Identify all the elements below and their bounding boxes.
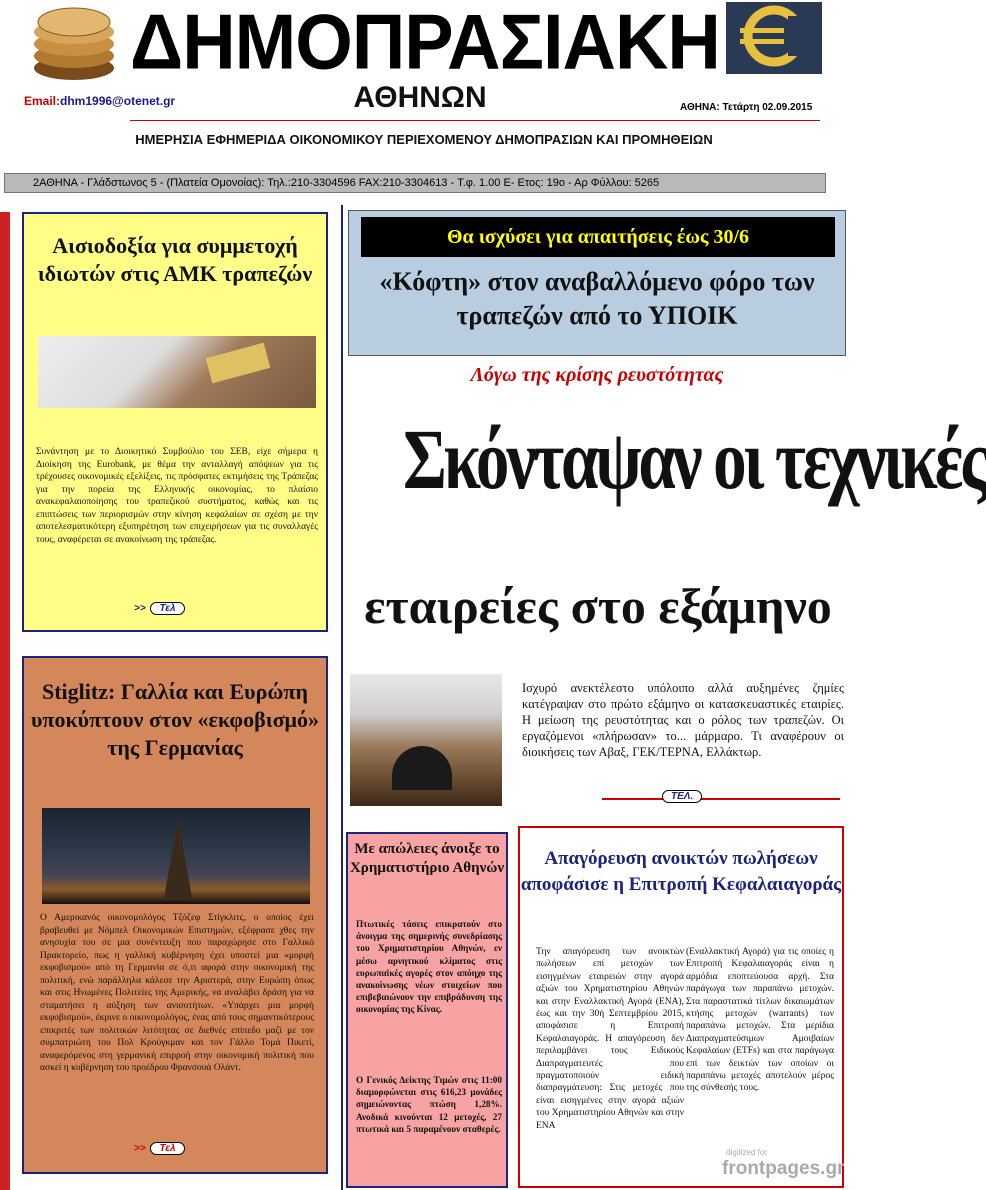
issue-date: ΑΘΗΝΑ: Τετάρτη 02.09.2015 xyxy=(680,102,813,113)
article-short-selling-ban[interactable] xyxy=(518,826,844,1188)
card-payment-photo xyxy=(38,336,316,408)
article-body: Πτωτικές τάσεις επικρατούν στο άνοιγμα της σημερινής συνεδρίασης του Χρηματιστηρίου Αθηνών, εν μέσω αρνητικού κλίματος στις ευρωπαϊκές αγορές στον απόηχο της ανακοίνωσης νέων στοιχείων που επιβεβαιώνουν την επιβράδυνση της οικονομίας της Κίνας. xyxy=(356,919,502,1015)
article-headline: Stiglitz: Γαλλία και Ευρώπη υποκύπτουν στον «εκφοβισμό» της Γερμανίας xyxy=(30,679,320,760)
main-kicker: Λόγω της κρίσης ρευστότητας xyxy=(470,364,724,386)
continue-link[interactable]: >> Τελ xyxy=(134,1142,185,1155)
masthead-tagline: ΗΜΕΡΗΣΙΑ ΕΦΗΜΕΡΙΔΑ ΟΙΚΟΝΟΜΙΚΟΥ ΠΕΡΙΕΧΟΜΕΝΟΥ ΔΗΜΟΠΡΑΣΙΩΝ ΚΑΙ ΠΡΟΜΗΘΕΙΩΝ xyxy=(135,132,713,147)
article-headline: Αισιοδοξία για συμμετοχή ιδιωτών στις ΑΜΚ τραπεζών xyxy=(37,233,313,286)
main-lead: Ισχυρό ανεκτέλεστο υπόλοιπο αλλά αυξημένες ζημίες κατέγραψαν στο πρώτο εξάμηνο οι κατασκευαστικές εταιρίες. Η μείωση της ρευστότητας και ο ρόλος των τραπεζών. Οι εργαζόμενοι «πλήρωσαν» το... μάρμαρο. Τι αναφέρουν οι διοικήσεις των Αβαξ, ΓΕΚ/ΤΕΡΝΑ, Ελλάκτωρ. xyxy=(522,681,844,759)
article-body: Ο Γενικός Δείκτης Τιμών στις 11:00 διαμορφώνεται στις 616,23 μονάδες σημειώνοντας πτώση 1,28%. Ανοδικά κινούνται 12 μετοχές, 27 πτωτικά και 5 παραμένουν σταθερές. xyxy=(356,1075,502,1134)
continue-link[interactable]: >> Τελ xyxy=(134,602,185,615)
article-headline: Με απώλειες άνοιξε το Χρηματιστήριο Αθηνών xyxy=(349,841,505,876)
article-headline: Απαγόρευση ανοικτών πωλήσεων αποφάσισε η Επιτροπή Κεφαλαιαγοράς xyxy=(520,848,842,895)
email-contact[interactable]: Email:dhm1996@otenet.gr xyxy=(24,94,176,108)
eiffel-tower-shape xyxy=(164,818,192,898)
column-divider xyxy=(341,205,343,1190)
main-headline-line1: Σκόνταψαν οι τεχνικές xyxy=(403,411,986,507)
article-stiglitz[interactable] xyxy=(22,656,328,1174)
info-bar: 2ΑΘΗΝΑ - Γλάδστωνος 5 - (Πλατεία Ομονοίας): Τηλ.:210-3304596 FAX:210-3304613 - Τ.φ. 1.00 Ε- Ετος: 19ο - Αρ Φύλλου: 5265 xyxy=(4,173,826,193)
article-body: Την απαγόρευση των ανοικτών πωλήσεων επί μετοχών των εισηγμένων εταιρειών στην αγορά αξιών του Χρηματιστηρίου Αθηνών και στην Εναλλακτική Αγορά (ΕΝΑ), έως και την 30ή Σεπτεμβρίου 2015, αποφάσισε η Επιτροπή Κεφαλαιαγοράς. Η απαγόρευση δεν περιλαμβάνει τους Ειδικούς Διαπραγματευτές που πραγματοποιούν ειδική διαπραγμάτευση: Στις μετοχές που είναι εισηγμένες στην αγορά αξιών του Χρηματιστηρίου Αθηνών και στην ΕΝΑ xyxy=(536,947,684,1131)
coins-image xyxy=(28,2,120,84)
article-body: (Εναλλακτική Αγορά) για τις οποίες η Επιτροπή Κεφαλαιαγοράς είναι η αρμόδια εποπτεύουσα αρχή. Στα παράγωγα των παραπάνω μετοχών. Στα παραστατικά τίτλων δικαιωμάτων κτήσης μετοχών (warrants) των παραπάνω μετοχών. Στα μερίδια Διαπραγματεύσιμων Αμοιβαίων Κεφαλαίων (ETFs) και στα παράγωγα επί των δεικτών των οποίων οι παραπάνω μετοχές αποτελούν μέρος της σύνθεσής τους. xyxy=(686,947,834,1094)
article-eurobank[interactable] xyxy=(22,212,328,632)
article-kicker-bar: Θα ισχύσει για απαιτήσεις έως 30/6 xyxy=(361,217,835,257)
article-headline: «Κόφτη» στον αναβαλλόμενο φόρο των τραπεζών από το ΥΠΟΙΚ xyxy=(379,267,815,330)
article-stock-market[interactable] xyxy=(346,832,508,1188)
masthead-divider xyxy=(130,120,820,121)
left-red-bar xyxy=(0,212,10,1190)
article-bank-tax[interactable] xyxy=(348,210,846,356)
masthead-title: ΔΗΜΟΠΡΑΣΙΑΚΗ xyxy=(130,0,720,86)
euro-sign-image xyxy=(726,2,822,74)
article-body: Συνάντηση με το Διοικητικό Συμβούλιο του ΣΕΒ, είχε σήμερα η Διοίκηση της Eurobank, με θέμα την ανταλλαγή απόψεων για τις τρέχουσες οικονομικές εξελίξεις, τις πρόσφατες εκτιμήσεις της Τράπεζας για την πορεία της Ελληνικής οικονομίας, το πλαίσιο ανακεφαλαιοποίησης του τραπεζικού συστήματος, καθώς και τις επιπτώσεις των περιορισμών στην κίνηση κεφαλαίων σε σχέση με την αποτελεσματικότερη εξυπηρέτηση των επιχειρήσεων για τις συναλλαγές τους, αναφέρεται σε ανακοίνωση της τράπεζας. xyxy=(36,447,318,545)
watermark: digitized for frontpages.gr xyxy=(722,1148,845,1179)
article-body: Ο Αμερικανός οικονομολόγος Τζόζεφ Στίγκλιτς, ο οποίος έχει βραβευθεί με Νόμπελ Οικονομικών Επιστημών, εξέφρασε χθες την ανησυχία του σε μια συνέντευξη που παραχώρησε στο Γαλλικό Πρακτορείο, πως η γαλλική κυβέρνηση έχει υποστεί μια «μορφή εκφοβισμού» από τη Γερμανία σε ό,τι αφορά στην οικονομική της πολιτική, ενώ παράλληλα κάλεσε την Αριστερά, στην Ευρώπη όπως και στις Ηνωμένες Πολιτείες της Αμερικής, να αναλάβει δράση για να σταματήσει η αύξηση των ανισοτήτων. «Υπάρχει μια μορφή εκφοβισμού», έκρινε ο οικονομολόγος, ένας από τους σημαντικότερους επικριτές των πολιτικών λιτότητας σε διεθνές επίπεδο μαζί με τον συμπατριώτη του Πολ Κρούγκμαν και τον Γάλλο Τομά Πικετί, αναφερόμενος στη γερμανική επιρροή στην οικονομική πολιτική που ασκεί η κυβέρνηση του προέδρου Φρανσουά Ολάντ. xyxy=(40,913,314,1073)
main-headline-line2: εταιρείες στο εξάμηνο xyxy=(364,578,832,634)
masthead-subtitle: ΑΘΗΝΩΝ xyxy=(353,81,487,114)
continue-link[interactable]: ΤΕΛ. xyxy=(602,790,840,806)
